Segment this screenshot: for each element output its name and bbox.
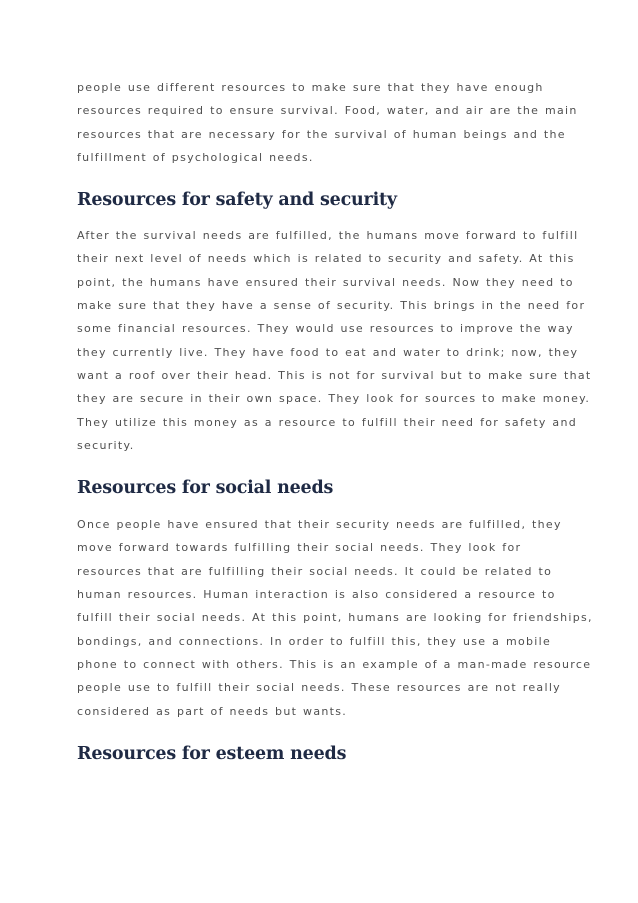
text-line: make sure that they have a sense of security. This brings in the need for [77,299,586,313]
social-needs-paragraph [77,513,593,723]
text-line: want a roof over their head. This is not for survival but to make sure that [77,368,592,382]
text-line: they currently live. They have food to eat and water to drink; now, they [77,345,579,359]
text-line: their next level of needs which is related to security and safety. At this [77,252,575,266]
document-page [77,76,593,766]
text-line: resources required to ensure survival. Food, water, and air are the main [77,104,578,118]
text-line: some financial resources. They would use resources to improve the way [77,322,574,336]
text-line: Once people have ensured that their security needs are fulfilled, they [77,518,562,532]
text-line: considered as part of needs but wants. [77,704,348,718]
text-line: bondings, and connections. In order to fulfill this, they use a mobile [77,634,552,648]
text-line: They utilize this money as a resource to fulfill their need for safety and [77,415,578,429]
text-line: After the survival needs are fulfilled, the humans move forward to fulfill [77,229,579,243]
text-line: people use different resources to make sure that they have enough [77,81,544,94]
text-line: resources that are fulfilling their social needs. It could be related to [77,564,553,578]
section-heading-social-needs: Resources for social needs [77,478,334,499]
text-line: phone to connect with others. This is an example of a man-made resource [77,657,592,671]
text-line: fulfill their social needs. At this point, humans are looking for friendships, [77,611,593,625]
text-line: they are secure in their own space. They look for sources to make money. [77,392,591,406]
text-line: human resources. Human interaction is also considered a resource to [77,588,556,602]
text-line: people use to fulfill their social needs. These resources are not really [77,681,561,695]
section-heading-esteem-needs: Resources for esteem needs [77,743,347,764]
text-line: security. [77,438,135,452]
section-heading-safety-security: Resources for safety and security [77,190,397,211]
text-line: move forward towards fulfilling their social needs. They look for [77,541,522,555]
text-line: point, the humans have ensured their survival needs. Now they need to [77,275,574,289]
intro-paragraph [77,76,578,169]
safety-security-paragraph [77,224,592,457]
text-line: fulfillment of psychological needs. [77,150,314,164]
text-line: resources that are necessary for the survival of human beings and the [77,127,566,141]
